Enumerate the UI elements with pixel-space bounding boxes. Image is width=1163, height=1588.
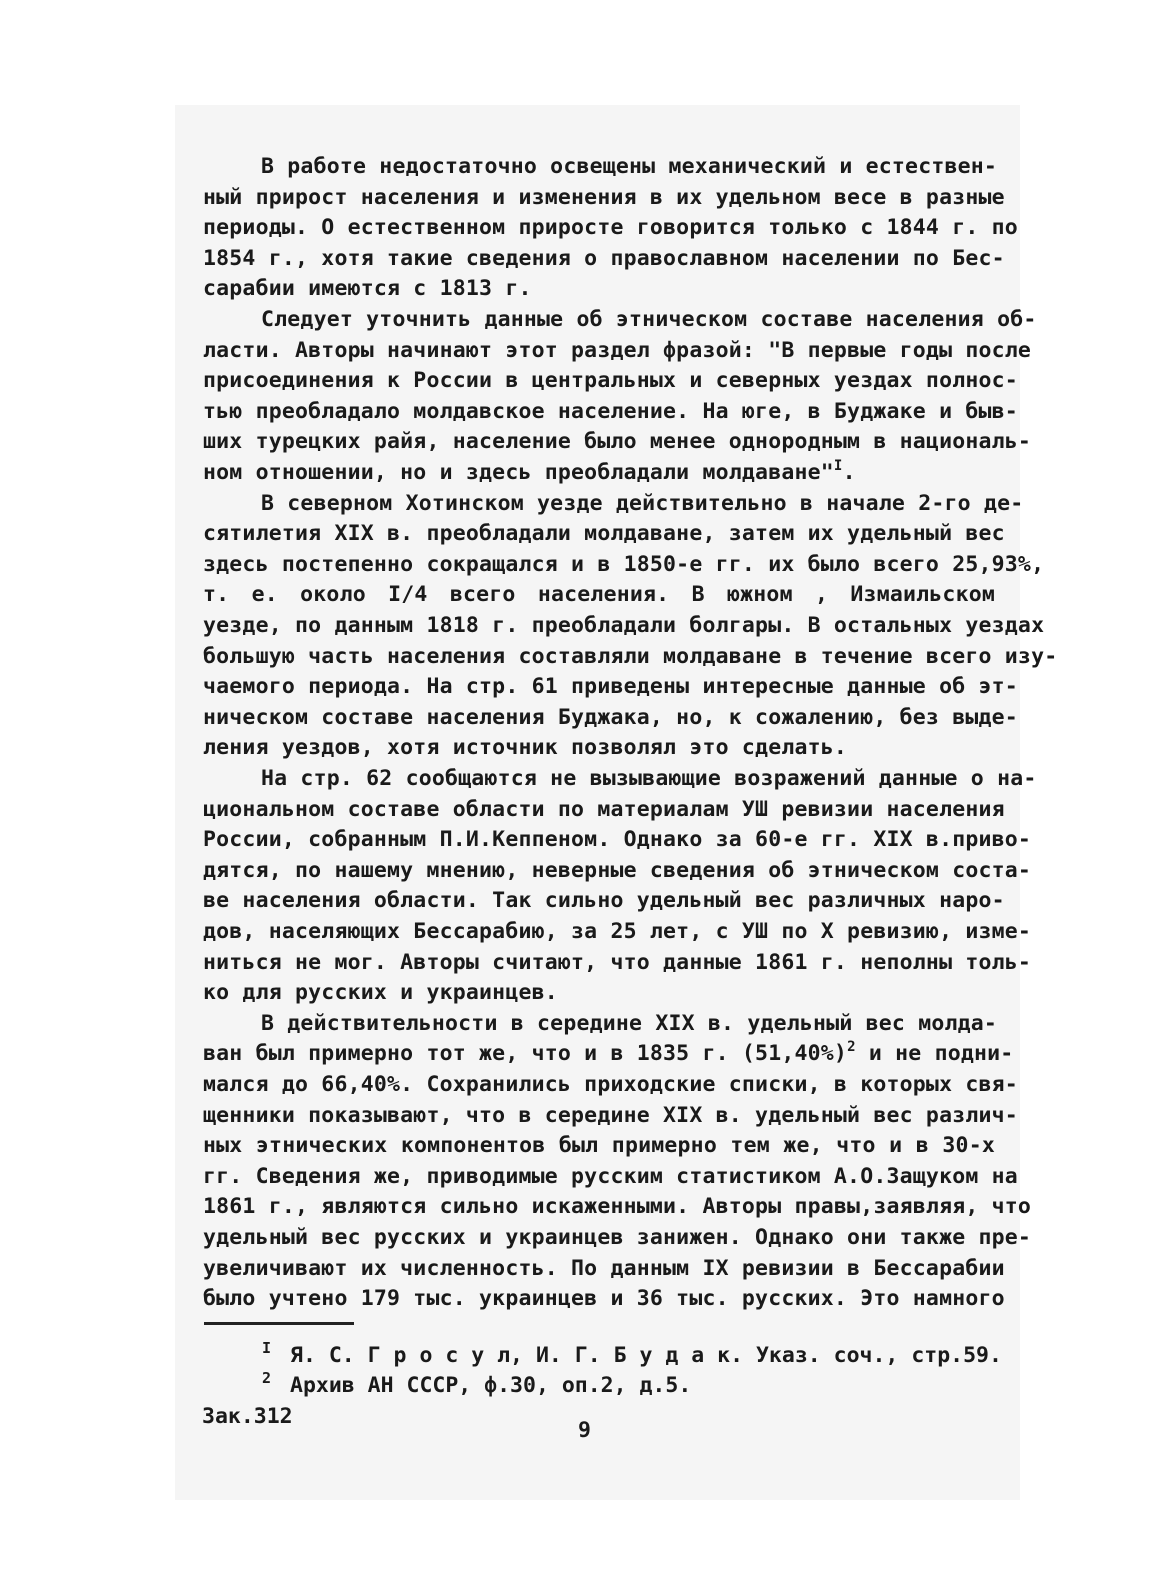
text-line: России, собранным П.И.Кеппеном. Однако за 60-е гг. XIX в.приво- — [203, 827, 1032, 853]
text-line: циональном составе области по материалам УШ ревизии населения — [203, 796, 1005, 822]
text-line: В работе недостаточно освещены механический и естествен- — [261, 154, 998, 179]
text-line: ко для русских и украинцев. — [203, 980, 558, 1006]
footnote-mark: I — [262, 1339, 272, 1357]
text-line: уезде, по данным 1818 г. преобладали болгары. В остальных уездах — [203, 613, 1045, 638]
text-line: ниться не мог. Авторы считают, что данные 1861 г. неполны толь- — [203, 949, 1032, 975]
text-line: ве населения области. Так сильно удельный вес различных наро- — [203, 888, 1005, 914]
text-line: здесь постепенно сокращался и в 1850-е гг. их было всего 25,93%, — [203, 551, 1045, 577]
text-line: присоединения к России в центральных и северных уездах полнос- — [203, 368, 1018, 394]
text-line: 1861 г., являются сильно искаженными. Авторы правы,заявляя, что — [203, 1194, 1032, 1220]
text-line-main: ном отношении, но и здесь преобладали молдаване" — [203, 460, 834, 485]
text-line: увеличивают их численность. По данным IX ревизии в Бессарабии — [203, 1255, 1005, 1281]
text-line: дятся, по нашему мнению, неверные сведения об этническом соста- — [203, 857, 1032, 883]
order-number: Зак.312 — [202, 1404, 293, 1429]
footnote-separator — [204, 1322, 354, 1325]
text-line: гг. Сведения же, приводимые русским статистиком А.О.Защуком на — [203, 1163, 1018, 1189]
text-line — [203, 1039, 1014, 1069]
text-line: ническом составе населения Буджака, но, к сожалению, без выде- — [203, 704, 1018, 730]
text-line: ный прирост населения и изменения в их удельном весе в разные — [203, 184, 1005, 210]
text-line-tail: . — [842, 460, 856, 485]
footnote-text: Архив АН СССР, ф.30, оп.2, д.5. — [290, 1373, 692, 1398]
text-line: было учтено 179 тыс. украинцев и 36 тыс. русских. Это намного — [203, 1286, 1005, 1312]
text-line: чаемого периода. На стр. 61 приведены интересные данные об эт- — [203, 674, 1018, 700]
text-line: ных этнических компонентов был примерно тем же, что и в 30-х — [203, 1133, 995, 1159]
text-line: В действительности в середине XIX в. удельный вес молда- — [261, 1010, 998, 1036]
text-line: Следует уточнить данные об этническом составе населения об- — [261, 307, 1037, 332]
text-line — [203, 458, 995, 488]
text-line: удельный вес русских и украинцев занижен. Однако они также пре- — [203, 1225, 1032, 1250]
text-line: ления уездов, хотя источник позволял это сделать. — [203, 735, 848, 761]
text-line: ших турецких райя, население было менее однородным в националь- — [203, 429, 1032, 455]
footnote-mark: 2 — [262, 1369, 272, 1387]
text-line: дов, населяющих Бессарабию, за 25 лет, с УШ по X ревизию, изме- — [203, 919, 1032, 944]
text-line: т. е. около I/4 всего населения. В южном , Измаильском — [203, 582, 995, 608]
text-line: 1854 г., хотя такие сведения о православном населении по Бес- — [203, 245, 1005, 271]
text-line: В северном Хотинском уезде действительно в начале 2-го де- — [261, 490, 1024, 516]
text-line: сятилетия XIX в. преобладали молдаване, затем их удельный вес — [203, 521, 1005, 547]
footnote-reference: I — [833, 458, 843, 474]
text-line: тью преобладало молдавское население. На юге, в Буджаке и быв- — [203, 398, 1018, 424]
text-line: большую часть населения составляли молдаване в течение всего изу- — [203, 643, 1058, 669]
text-line: щенники показывают, что в середине XIX в. удельный вес различ- — [203, 1102, 1018, 1128]
text-line: ласти. Авторы начинают этот раздел фразой: "В первые годы после — [203, 337, 1032, 363]
text-line: На стр. 62 сообщаются не вызывающие возражений данные о на- — [261, 766, 1037, 791]
text-line: периоды. О естественном приросте говорится только с 1844 г. по — [203, 215, 1018, 241]
footnote-text: Я. С. Г р о с у л, И. Г. Б у д а к. Указ. соч., стр.59. — [290, 1343, 1002, 1368]
text-line: мался до 66,40%. Сохранились приходские списки, в которых свя- — [203, 1072, 1018, 1097]
footnote-reference: 2 — [847, 1039, 856, 1056]
text-line: сарабии имеются с 1813 г. — [203, 276, 532, 302]
text-line-tail: и не подни- — [855, 1041, 1014, 1067]
text-line-main: ван был примерно тот же, что и в 1835 г. (51,40%) — [203, 1041, 848, 1067]
footnote-2 — [262, 1363, 691, 1401]
page-number: 9 — [578, 1418, 591, 1443]
